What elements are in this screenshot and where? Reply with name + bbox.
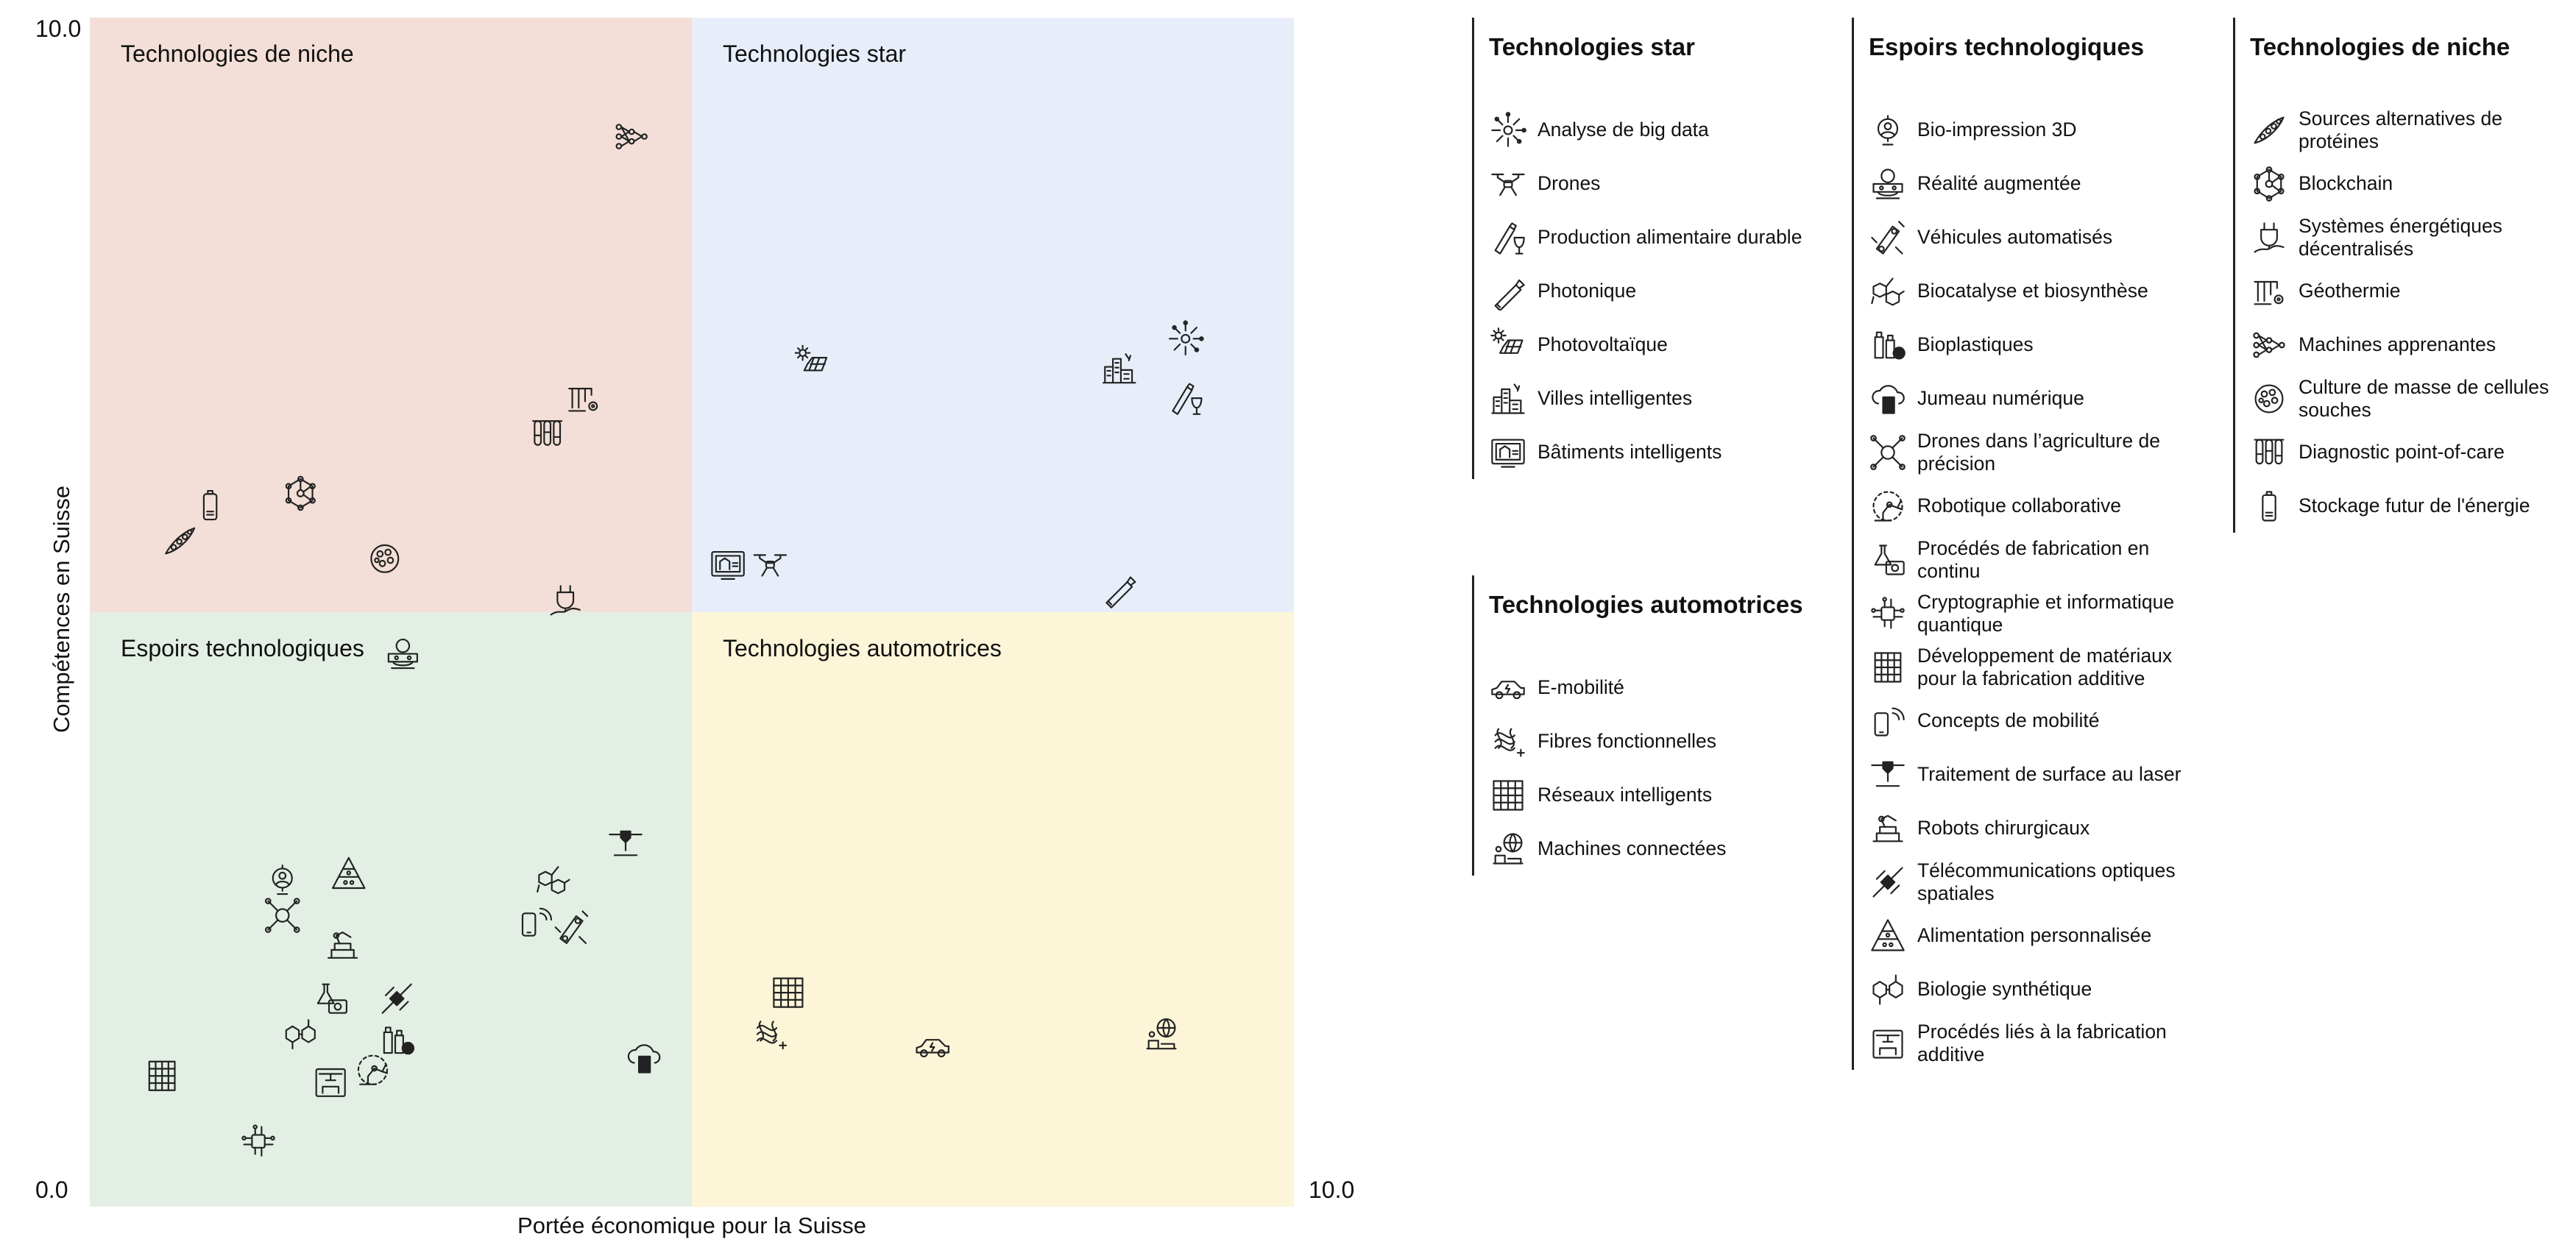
legend-item bbox=[1489, 714, 1817, 768]
legend-item bbox=[1869, 586, 2197, 640]
legend-item bbox=[2250, 318, 2576, 372]
hex-network-icon bbox=[2250, 165, 2288, 203]
origin-tick-label: 0.0 bbox=[35, 1177, 68, 1203]
quadrant-backgrounds bbox=[90, 18, 1294, 1207]
legend-item-label: Photovoltaïque bbox=[1538, 333, 1668, 355]
legend-item-label: Développement de matériaux pour la fabrication additive bbox=[1917, 644, 2173, 689]
data-burst-icon bbox=[1489, 111, 1527, 149]
legend-item-label: Alimentation personnalisée bbox=[1917, 924, 2152, 946]
legend-item bbox=[1869, 210, 2197, 264]
legend-item bbox=[1489, 264, 1817, 318]
cells-icon bbox=[2250, 380, 2288, 418]
legend-item-label: Culture de masse de cellules souches bbox=[2299, 375, 2550, 421]
legend-item bbox=[2250, 372, 2576, 425]
legend-group-title: Espoirs technologiques bbox=[1869, 33, 2145, 60]
legend-item-label: Production alimentaire durable bbox=[1538, 226, 1802, 248]
legend-item bbox=[1869, 748, 2197, 801]
grid-net-icon bbox=[1489, 776, 1527, 815]
quadrant-label-espoirs: Espoirs technologiques bbox=[121, 635, 364, 661]
legend-item bbox=[1869, 318, 2197, 372]
laser-icon bbox=[1869, 756, 1907, 794]
bottle-glass-icon bbox=[1489, 219, 1527, 257]
legend-item-label: Diagnostic point-of-care bbox=[2299, 441, 2505, 463]
legend-item-label: Photonique bbox=[1538, 280, 1637, 302]
legend-item bbox=[1869, 962, 2197, 1016]
legend-item-label: Sources alternatives de protéines bbox=[2299, 107, 2502, 152]
hex-chain-icon bbox=[1869, 971, 1907, 1009]
legend-item-label: Procédés de fabrication en continu bbox=[1917, 536, 2150, 582]
legend-item-label: Fibres fonctionnelles bbox=[1538, 730, 1717, 752]
auto-car-icon bbox=[1869, 219, 1907, 257]
y-max-tick-label: 10.0 bbox=[35, 15, 82, 42]
legend-item bbox=[1869, 694, 2197, 748]
legend-item bbox=[1869, 640, 2197, 694]
legend-item-label: Procédés liés à la fabrication additive bbox=[1917, 1020, 2167, 1065]
legend-item-label: Machines apprenantes bbox=[2299, 333, 2497, 355]
legend-item-label: Robots chirurgicaux bbox=[1917, 817, 2090, 839]
satellite-icon bbox=[1869, 863, 1907, 901]
quadrant-label-niche: Technologies de niche bbox=[121, 40, 354, 67]
legend-item-label: Drones bbox=[1538, 172, 1601, 194]
quadrant-label-auto: Technologies automotrices bbox=[723, 635, 1002, 661]
legend-item-label: Concepts de mobilité bbox=[1917, 709, 2100, 731]
legend-item bbox=[1869, 372, 2197, 425]
quadrant-label-star: Technologies star bbox=[723, 40, 907, 67]
legend-item bbox=[1489, 425, 1817, 479]
legend-item bbox=[1869, 909, 2197, 962]
legend-item bbox=[1489, 210, 1817, 264]
legend-group-title: Technologies star bbox=[1489, 33, 1695, 60]
agri-drone-icon bbox=[1869, 433, 1907, 472]
legend-item-label: Systèmes énergétiques décentralisés bbox=[2299, 214, 2502, 260]
quadrant-auto bbox=[692, 612, 1294, 1207]
quadrant-espoirs bbox=[90, 612, 692, 1207]
legend-item-label: Cryptographie et informatique quantique bbox=[1917, 590, 2175, 636]
globe-machine-icon bbox=[1489, 830, 1527, 868]
circuit-icon bbox=[1869, 595, 1907, 633]
legend-item-label: Traitement de surface au laser bbox=[1917, 763, 2182, 785]
legend-item bbox=[2250, 103, 2576, 157]
legend-item bbox=[2250, 157, 2576, 210]
flask-machine-icon bbox=[1869, 541, 1907, 579]
legend-item-label: Bioplastiques bbox=[1917, 333, 2034, 355]
legend-group-2 bbox=[1852, 18, 2197, 1070]
quadrant-star bbox=[692, 18, 1294, 612]
legend-item-label: Stockage futur de l'énergie bbox=[2299, 494, 2530, 517]
legend-item-label: Télécommunications optiques spatiales bbox=[1917, 859, 2176, 904]
pea-pod-icon bbox=[2250, 111, 2288, 149]
legend-item-label: Drones dans l’agriculture de précision bbox=[1917, 429, 2160, 475]
printer-3d-icon bbox=[1869, 1024, 1907, 1062]
robot-arm-icon bbox=[1869, 487, 1907, 525]
legend-item bbox=[1869, 855, 2197, 909]
legend-item bbox=[1489, 318, 1817, 372]
vr-headset-icon bbox=[1869, 165, 1907, 203]
legend-item-label: Biologie synthétique bbox=[1917, 978, 2092, 1000]
legend-item bbox=[1489, 661, 1817, 714]
legend-item bbox=[2250, 264, 2576, 318]
y-axis-label: Compétences en Suisse bbox=[49, 485, 74, 734]
legend-item bbox=[1489, 103, 1817, 157]
legend-group-0 bbox=[1472, 18, 1817, 479]
legend-item bbox=[1869, 103, 2197, 157]
grid-block-icon bbox=[1869, 648, 1907, 686]
solar-panel-icon bbox=[1489, 326, 1527, 364]
pipes-icon bbox=[2250, 272, 2288, 311]
test-tubes-icon bbox=[2250, 433, 2288, 472]
legend-item-label: Réseaux intelligents bbox=[1538, 784, 1713, 806]
legend-item bbox=[2250, 210, 2576, 264]
legend-item bbox=[2250, 479, 2576, 533]
building-screen-icon bbox=[1489, 433, 1527, 472]
legend-item-label: Machines connectées bbox=[1538, 837, 1727, 859]
bio-printer-icon bbox=[1869, 111, 1907, 149]
legend-item-label: Jumeau numérique bbox=[1917, 387, 2084, 409]
cloud-doc-icon bbox=[1869, 380, 1907, 418]
surgical-robot-icon bbox=[1869, 809, 1907, 848]
plug-icon bbox=[2250, 219, 2288, 257]
quadrant-niche bbox=[90, 18, 692, 612]
legend-group-3 bbox=[2233, 18, 2576, 533]
legend-item bbox=[1869, 157, 2197, 210]
legend-item-label: Géothermie bbox=[2299, 280, 2401, 302]
legend-item-label: Blockchain bbox=[2299, 172, 2393, 194]
battery-icon bbox=[2250, 487, 2288, 525]
legend-item bbox=[1869, 533, 2197, 586]
city-icon bbox=[1489, 380, 1527, 418]
legend-item bbox=[1869, 425, 2197, 479]
legend-item bbox=[1869, 264, 2197, 318]
phone-signal-icon bbox=[1869, 702, 1907, 740]
legend-item bbox=[1489, 372, 1817, 425]
drone-icon bbox=[1489, 165, 1527, 203]
legend-item-label: Villes intelligentes bbox=[1538, 387, 1693, 409]
legend-item bbox=[2250, 425, 2576, 479]
legend-item bbox=[1489, 157, 1817, 210]
legend-item-label: Robotique collaborative bbox=[1917, 494, 2121, 517]
molecule-icon bbox=[1869, 272, 1907, 311]
light-tube-icon bbox=[1489, 272, 1527, 311]
legend-item bbox=[1869, 1016, 2197, 1070]
legend-item bbox=[1489, 822, 1817, 876]
legend-item-label: E-mobilité bbox=[1538, 676, 1624, 698]
pyramid-icon bbox=[1869, 917, 1907, 955]
legend-item bbox=[1869, 479, 2197, 533]
legend-group-title: Technologies automotrices bbox=[1489, 591, 1803, 618]
legend-item-label: Bio-impression 3D bbox=[1917, 118, 2077, 141]
legend-item bbox=[1869, 801, 2197, 855]
legend-item-label: Réalité augmentée bbox=[1917, 172, 2081, 194]
legend-item-label: Véhicules automatisés bbox=[1917, 226, 2113, 248]
legend-group-title: Technologies de niche bbox=[2250, 33, 2510, 60]
legend-group-1 bbox=[1472, 575, 1817, 876]
legend-item-label: Bâtiments intelligents bbox=[1538, 441, 1722, 463]
neural-net-icon bbox=[2250, 326, 2288, 364]
legend-item-label: Analyse de big data bbox=[1538, 118, 1709, 141]
fiber-knot-icon bbox=[1489, 723, 1527, 761]
bottles-icon bbox=[1869, 326, 1907, 364]
x-axis-label: Portée économique pour la Suisse bbox=[517, 1213, 866, 1238]
legend-item bbox=[1489, 768, 1817, 822]
legend-item-label: Biocatalyse et biosynthèse bbox=[1917, 280, 2148, 302]
x-max-tick-label: 10.0 bbox=[1309, 1177, 1355, 1203]
e-car-icon bbox=[1489, 669, 1527, 707]
